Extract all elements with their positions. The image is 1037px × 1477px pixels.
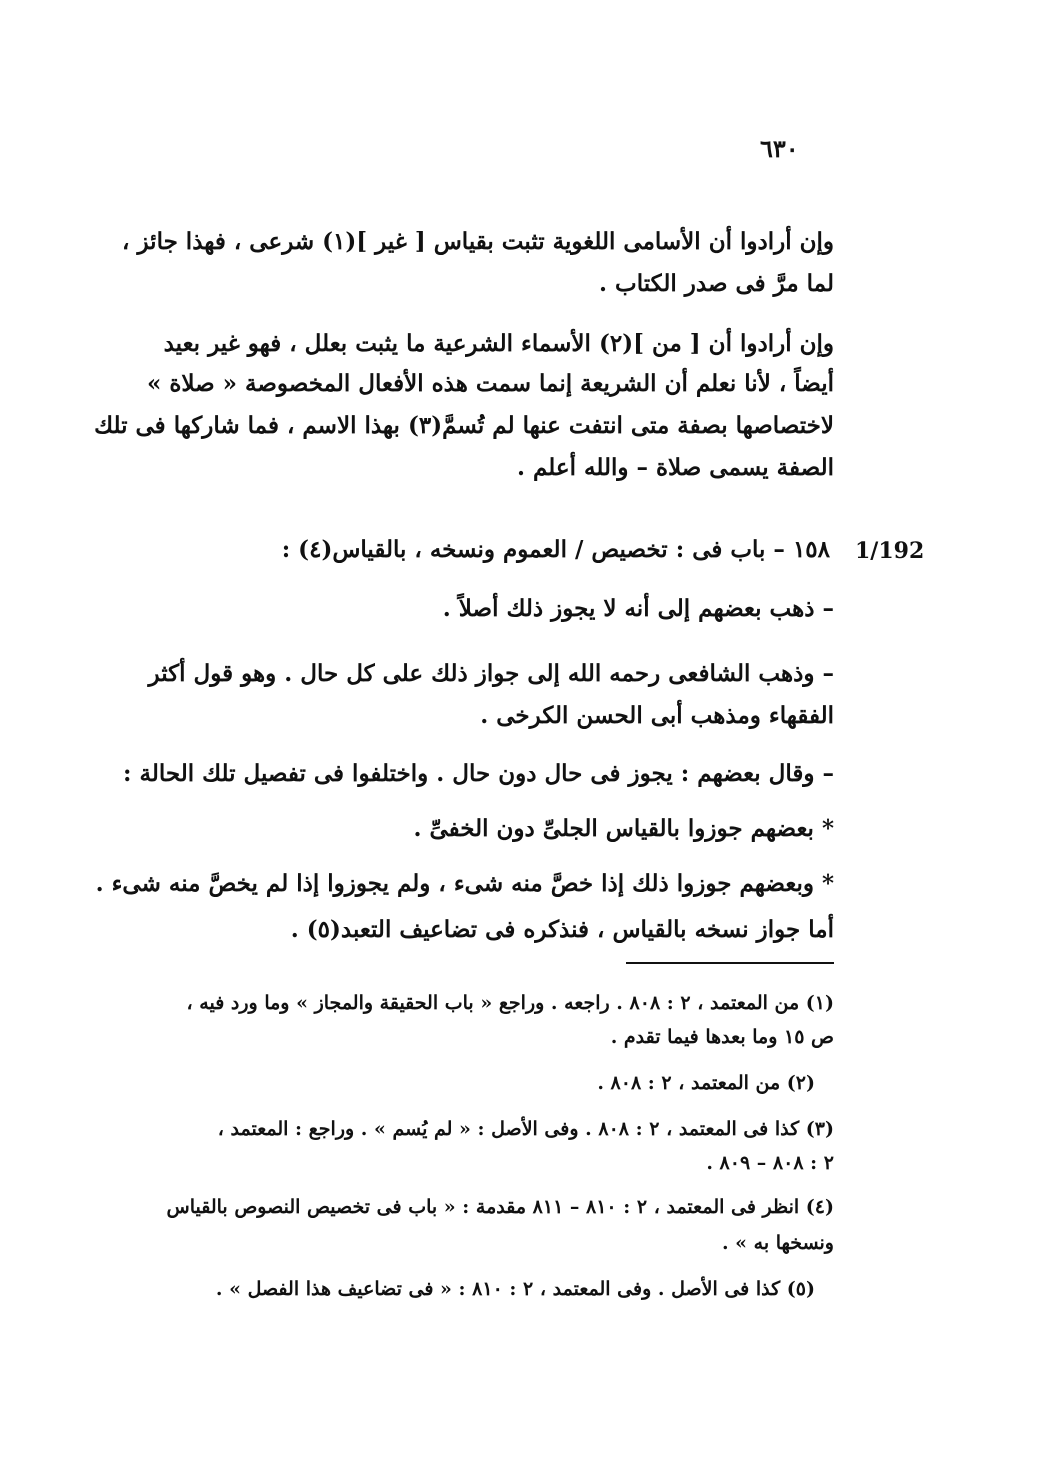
- footnote-line: (٤) انظر فى المعتمد ، ٢ : ٨١٠ – ٨١١ مقدمة : « باب فى تخصيص النصوص بالقياس: [166, 1196, 834, 1218]
- paragraph-line: وإن أرادوا أن الأسامى اللغوية تثبت بقياس [ غير ](١) شرعى ، فهذا جائز ،: [122, 228, 834, 255]
- body-line: – ذهب بعضهم إلى أنه لا يجوز ذلك أصلاً .: [442, 595, 834, 622]
- margin-reference: 1/192: [855, 538, 925, 564]
- footnote-line: (٢) من المعتمد ، ٢ : ٨٠٨ .: [597, 1072, 815, 1094]
- body-line: الفقهاء ومذهب أبى الحسن الكرخى .: [480, 702, 834, 729]
- footnote-separator: [626, 962, 834, 964]
- paragraph-line: الصفة يسمى صلاة – والله أعلم .: [516, 454, 834, 481]
- body-line: * بعضهم جوزوا بالقياس الجلىِّ دون الخفىِّ .: [413, 815, 834, 842]
- paragraph-line: لما مرَّ فى صدر الكتاب .: [599, 270, 834, 297]
- body-line: – وقال بعضهم : يجوز فى حال دون حال . واختلفوا فى تفصيل تلك الحالة :: [123, 760, 834, 787]
- paragraph-line: وإن أرادوا أن [ من ](٢) الأسماء الشرعية ما يثبت بعلل ، فهو غير بعيد: [163, 330, 834, 357]
- footnote-line: ٢ : ٨٠٨ – ٨٠٩ .: [706, 1152, 834, 1174]
- footnote-line: (٥) كذا فى الأصل . وفى المعتمد ، ٢ : ٨١٠ : « فى تضاعيف هذا الفصل » .: [215, 1278, 815, 1300]
- section-heading: ١٥٨ – باب فى : تخصيص / العموم ونسخه ، بالقياس(٤) :: [281, 536, 830, 563]
- paragraph-line: لاختصاصها بصفة متى انتفت عنها لم تُسمَّ(٣) بهذا الاسم ، فما شاركها فى تلك: [94, 412, 834, 439]
- body-line: * وبعضهم جوزوا ذلك إذا خصَّ منه شىء ، ولم يجوزوا إذا لم يخصَّ منه شىء .: [95, 870, 834, 897]
- body-line: أما جواز نسخه بالقياس ، فنذكره فى تضاعيف التعبد(٥) .: [290, 916, 834, 943]
- footnote-line: (١) من المعتمد ، ٢ : ٨٠٨ . راجعه . وراجع « باب الحقيقة والمجاز » وما ورد فيه ،: [186, 992, 834, 1014]
- footnote-line: ونسخها به » .: [721, 1232, 834, 1254]
- page-number: ٦٣٠: [760, 134, 799, 163]
- body-line: – وذهب الشافعى رحمه الله إلى جواز ذلك على كل حال . وهو قول أكثر: [148, 660, 834, 687]
- footnote-line: (٣) كذا فى المعتمد ، ٢ : ٨٠٨ . وفى الأصل : « لم يُسم » . وراجع : المعتمد ،: [217, 1118, 834, 1140]
- footnote-line: ص ١٥ وما بعدها فيما تقدم .: [610, 1026, 834, 1048]
- paragraph-line: أيضاً ، لأنا نعلم أن الشريعة إنما سمت هذه الأفعال المخصوصة « صلاة »: [146, 370, 834, 397]
